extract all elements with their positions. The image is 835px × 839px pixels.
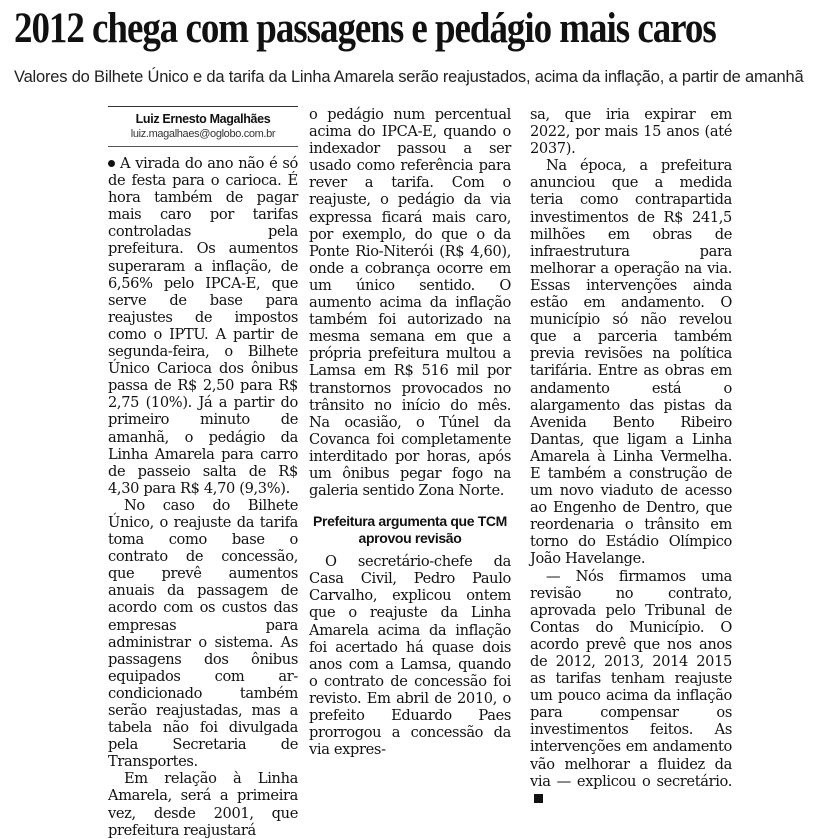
paragraph: No caso do Bilhete Único, o reajuste da tarifa toma como base o contrato de concessão, que prevê aumentos anuais da passagem de acordo com os custos das empresas para administrar o sistema. As passagens dos ônibus equipados com ar-condicionado também serão reajustadas, mas a tabela não foi divulgada pela Secretaria de Transportes.	[108, 496, 298, 771]
paragraph: O secretário-chefe da Casa Civil, Pedro Paulo Carvalho, explicou ontem que o reajuste da Linha Amarela acima da inflação foi acertado há quase dois anos com a Lamsa, quando o contrato de concessão foi revisto. Em abril de 2010, o prefeito Eduardo Paes prorrogou a concessão da via expres-	[309, 553, 511, 759]
paragraph-text: A virada do ano não é só de festa para o carioca. É hora também de pagar mais caro por tarifas controladas pela prefeitura. Os aumentos superaram a inflação, de 6,56% pelo IPCA-E, que serve de base para reajustes de impostos como o IPTU. A partir de segunda-feira, o Bilhete Único Carioca dos ônibus passa de R$ 2,50 para R$ 2,75 (10%). Já a partir do primeiro minuto de amanhã, o pedágio da Linha Amarela para carro de passeio salta de R$ 4,30 para R$ 4,70 (9,3%).	[108, 155, 298, 497]
section-subtitle: Prefeitura argumenta que TCM aprovou revisão	[312, 513, 507, 547]
bullet-icon	[108, 160, 115, 167]
paragraph: o pedágio num percentual acima do IPCA-E, quando o indexador passou a ser usado como referência para rever a tarifa. Com o reajuste, o pedágio da via expressa ficará mais caro, por exemplo, do que o da Ponte Rio-Niterói (R$ 4,60), onde a cobrança ocorre em um único sentido. O aumento acima da inflação também foi autorizado na mesma semana em que a própria prefeitura multou a Lamsa em R$ 516 mil por transtornos provocados no trânsito no início do mês. Na ocasião, o Túnel da Covanca foi completamente interditado por horas, após um ônibus pegar fogo na galeria sentido Zona Norte.	[309, 106, 511, 500]
subheadline: Valores do Bilhete Único e da tarifa da Linha Amarela serão reajustados, acima da inflação, a partir de amanhã	[14, 68, 804, 86]
paragraph: Em relação à Linha Amarela, será a primeira vez, desde 2001, que prefeitura reajustará	[108, 770, 298, 839]
end-mark-icon	[534, 794, 543, 803]
paragraph	[108, 155, 298, 497]
column-2	[309, 106, 511, 758]
byline	[108, 106, 298, 142]
author-email[interactable]: luiz.magalhaes@oglobo.com.br	[130, 128, 276, 140]
paragraph-text: — Nós firmamos uma revisão no contrato, aprovada pelo Tribunal de Contas do Município. O acordo prevê que nos anos de 2012, 2013, 2014 2015 as tarifas tenham reajuste um pouco acima da inflação para compensar os investimentos feitos. As intervenções em andamento vão melhorar a fluidez da via — explicou o secretário.	[530, 567, 732, 790]
author-name: Luiz Ernesto Magalhães	[135, 112, 271, 126]
paragraph: sa, que iria expirar em 2022, por mais 15 anos (até 2037).	[530, 106, 732, 158]
column-1	[108, 106, 298, 839]
byline-rule	[108, 146, 298, 147]
paragraph: Na época, a prefeitura anunciou que a medida teria como contrapartida investimentos de R$ 241,5 milhões em obras de infraestrutura para melhorar a operação na via. Essas intervenções ainda estão em andamento. O município só não revelou que a parceria também previa revisões na política tarifária. Entre as obras em andamento está o alargamento das pistas da Avenida Bento Ribeiro Dantas, que ligam a Linha Amarela à Linha Vermelha. E também a construção de um novo viaduto de acesso ao Engenho de Dentro, que reordenaria o trânsito em torno do Estádio Olímpico João Havelange.	[530, 157, 732, 568]
column-3	[530, 106, 732, 807]
headline: 2012 chega com passagens e pedágio mais caros	[14, 5, 716, 52]
paragraph	[530, 568, 732, 807]
